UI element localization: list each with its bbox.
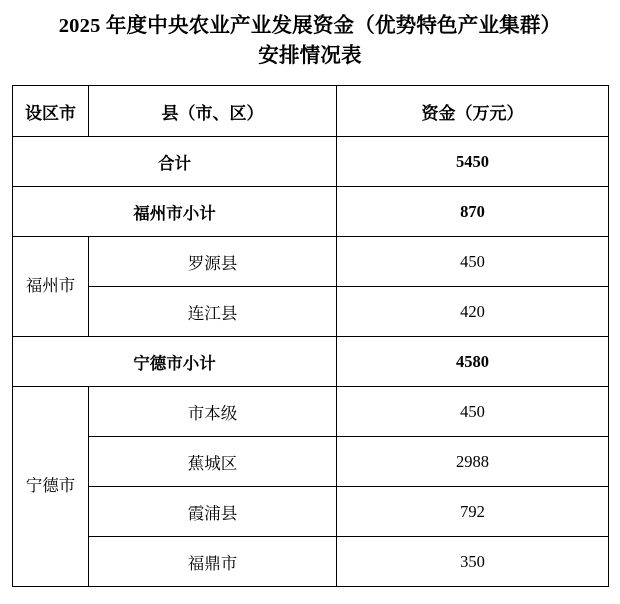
- row-amount-luoyuan: 450: [337, 237, 609, 287]
- row-county-xiapu: 霞浦县: [89, 487, 337, 537]
- row-city-ningde: 宁德市: [13, 387, 89, 587]
- row-city-fuzhou: 福州市: [13, 237, 89, 337]
- fund-allocation-table: [12, 85, 609, 587]
- table-row: [13, 187, 609, 237]
- column-header-county: 县（市、区）: [89, 86, 337, 137]
- row-county-jiaocheng: 蕉城区: [89, 437, 337, 487]
- row-amount-shibenji: 450: [337, 387, 609, 437]
- table-container: [0, 71, 620, 587]
- row-label-total: 合计: [13, 137, 337, 187]
- row-label-fuzhou-subtotal: 福州市小计: [13, 187, 337, 237]
- row-amount-total: 5450: [337, 137, 609, 187]
- row-amount-fuzhou-subtotal: 870: [337, 187, 609, 237]
- table-row: [13, 237, 609, 287]
- row-amount-fuding: 350: [337, 537, 609, 587]
- row-county-lianjiang: 连江县: [89, 287, 337, 337]
- table-row: [13, 537, 609, 587]
- row-amount-lianjiang: 420: [337, 287, 609, 337]
- page-title-line1: 2025 年度中央农业产业发展资金（优势特色产业集群）: [58, 15, 562, 37]
- row-county-luoyuan: 罗源县: [89, 237, 337, 287]
- row-label-ningde-subtotal: 宁德市小计: [13, 337, 337, 387]
- row-amount-ningde-subtotal: 4580: [337, 337, 609, 387]
- row-county-fuding: 福鼎市: [89, 537, 337, 587]
- page-title-line2: 安排情况表: [258, 44, 362, 67]
- table-row: [13, 137, 609, 187]
- table-row: [13, 287, 609, 337]
- table-header-row: [13, 86, 609, 137]
- row-amount-jiaocheng: 2988: [337, 437, 609, 487]
- table-row: [13, 487, 609, 537]
- row-amount-xiapu: 792: [337, 487, 609, 537]
- page-title: [0, 0, 620, 71]
- column-header-amount: 资金（万元）: [337, 86, 609, 137]
- table-row: [13, 437, 609, 487]
- column-header-city: 设区市: [13, 86, 89, 137]
- table-row: [13, 337, 609, 387]
- row-county-shibenji: 市本级: [89, 387, 337, 437]
- table-row: [13, 387, 609, 437]
